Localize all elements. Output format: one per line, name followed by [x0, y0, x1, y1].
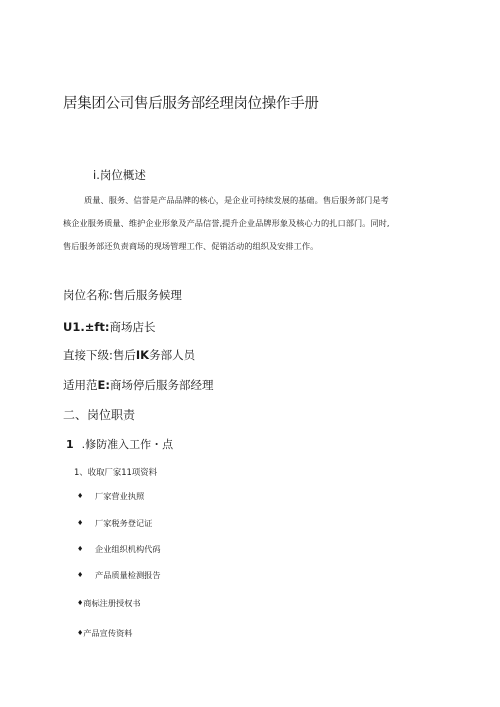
overview-paragraph-line-3: 售后服务部还负责商场的现场管理工作、促销活动的组织及安排工作。: [63, 241, 319, 251]
duty-item-1: [66, 436, 173, 452]
direct-subordinate-garbled: IK: [135, 348, 150, 362]
list-item: [77, 570, 161, 581]
diamond-bullet-icon: ♦: [77, 519, 84, 527]
overview-paragraph-line-2: 核企业服务质量、维护企业形象及产品信誉,提升企业品牌形象及核心力的扎口部门。同时,: [63, 218, 390, 228]
direct-superior-value: 商场店长: [109, 320, 156, 334]
list-item: [77, 518, 152, 529]
diamond-bullet-icon: ♦: [77, 599, 84, 607]
applicable-scope-garbled: E:: [97, 378, 110, 392]
list-item-label: 产品宣传资料: [83, 628, 133, 638]
direct-subordinate-label: 直接下级:售后: [63, 348, 136, 362]
overview-paragraph-line-1: 质量、服务、信誉是产品品牌的核心，是企业可持续发展的基础。售后服务部门是考: [84, 195, 389, 205]
diamond-bullet-icon: ♦: [77, 492, 84, 500]
list-item: [77, 491, 144, 502]
section-overview-heading: i.岗位概述: [93, 168, 146, 182]
duty-item-1-text: .修防准入工作・点: [81, 438, 174, 451]
list-item-label: 企业组织机构代码: [95, 544, 161, 554]
direct-superior-label: U1.±ft:: [63, 320, 110, 334]
list-item-label: 产品质量检测报告: [95, 570, 161, 580]
duty-subitem-1: 1、收取厂家11项资料: [74, 467, 157, 477]
diamond-bullet-icon: ♦: [77, 545, 84, 553]
list-item-label: 商标注册授权书: [83, 598, 141, 608]
document-title: 居集团公司售后服务部经理岗位操作手册: [63, 96, 319, 112]
duty-item-1-number: 1: [66, 438, 74, 451]
list-item-label: 厂家营业执照: [95, 491, 145, 501]
list-item: [77, 544, 161, 555]
applicable-scope-field: [63, 377, 213, 393]
direct-subordinate-value: 务部人员: [149, 348, 196, 362]
direct-superior-field: [63, 319, 155, 335]
direct-subordinate-field: [63, 347, 195, 363]
list-item: [77, 628, 132, 639]
list-item: [77, 598, 141, 609]
section-duties-heading: 二、岗位职责: [63, 408, 136, 422]
applicable-scope-label: 适用范: [63, 378, 98, 392]
position-name-field: 岗位名称:售后服务候理: [63, 288, 182, 302]
diamond-bullet-icon: ♦: [77, 629, 84, 637]
applicable-scope-value: 商场停后服务部经理: [109, 378, 214, 392]
list-item-label: 厂家税务登记证: [95, 518, 153, 528]
diamond-bullet-icon: ♦: [77, 571, 84, 579]
